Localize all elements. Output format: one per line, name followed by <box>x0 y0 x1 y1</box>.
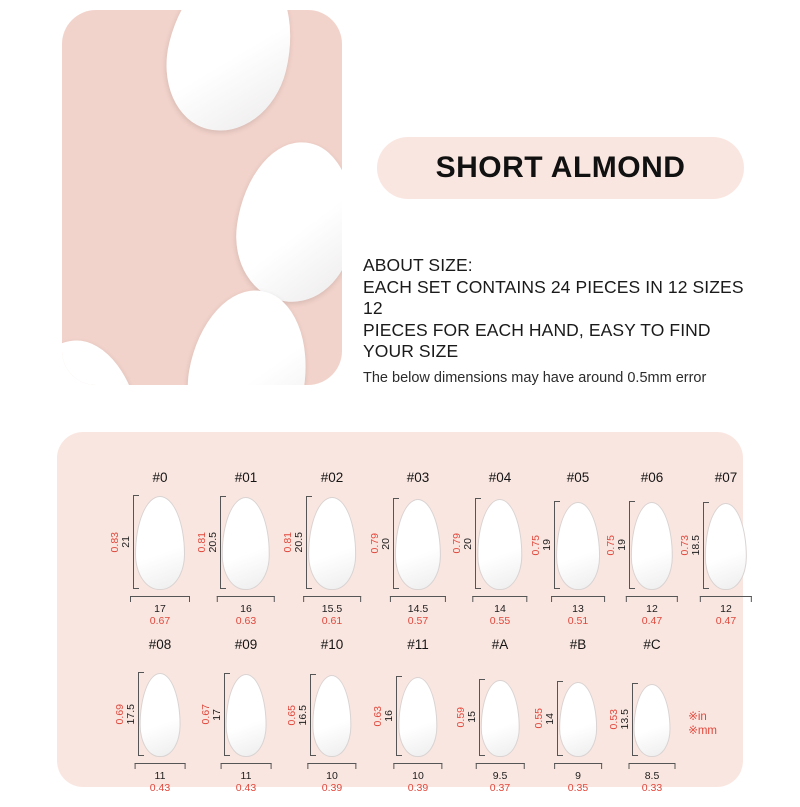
length-inch-value: 0.69 <box>113 703 126 725</box>
width-inch-value: 0.61 <box>321 615 343 627</box>
nail-shape <box>705 503 747 590</box>
length-inch-value: 0.75 <box>604 534 617 555</box>
width-dimension <box>390 596 446 627</box>
size-chart-row <box>57 637 743 807</box>
nail-shape <box>559 682 597 757</box>
size-chart-panel <box>57 432 743 794</box>
size-label: #0 <box>152 470 168 485</box>
length-dimension <box>456 680 485 755</box>
width-dimension <box>551 596 605 627</box>
width-mm-value: 15.5 <box>321 603 343 615</box>
size-label: #06 <box>640 470 664 485</box>
length-bracket <box>138 672 144 756</box>
length-inch-value: 0.75 <box>530 534 543 555</box>
nail-shape <box>308 497 356 590</box>
width-inch-value: 0.37 <box>489 782 511 794</box>
width-mm-value: 9 <box>575 770 581 782</box>
width-mm-value: 10 <box>412 770 424 782</box>
length-mm-value: 15 <box>465 711 478 724</box>
length-mm-value: 13.5 <box>618 709 631 730</box>
nail-shape <box>226 674 267 757</box>
width-bracket <box>221 763 272 769</box>
length-bracket <box>306 496 312 589</box>
width-inch-value: 0.57 <box>407 615 429 627</box>
nail-shape <box>477 499 522 590</box>
nail-shape <box>140 673 181 757</box>
width-mm-value: 16 <box>240 603 252 615</box>
nail-shape <box>398 677 437 757</box>
nail-shape <box>631 502 673 590</box>
width-bracket <box>217 596 275 602</box>
width-dimension <box>476 763 525 794</box>
length-bracket <box>133 495 139 589</box>
width-dimension <box>472 596 527 627</box>
size-label: #02 <box>320 470 344 485</box>
width-inch-value: 0.33 <box>641 782 663 794</box>
size-cell-c[interactable] <box>609 637 695 807</box>
width-inch-value: 0.51 <box>567 615 589 627</box>
width-dimension <box>303 596 361 627</box>
page-title: SHORT ALMOND <box>435 151 686 184</box>
unit-mm-label: ※mm <box>688 725 717 737</box>
length-mm-value: 19 <box>541 538 554 551</box>
length-inch-value: 0.81 <box>195 532 208 553</box>
length-mm-value: 16.5 <box>297 704 310 726</box>
nail-shape <box>222 497 270 590</box>
size-label: #A <box>491 637 509 652</box>
width-mm-value: 14.5 <box>407 603 429 615</box>
length-mm-value: 17.5 <box>124 703 137 725</box>
nail-shape <box>556 502 600 590</box>
length-inch-value: 0.59 <box>454 707 467 728</box>
length-dimension <box>201 674 230 755</box>
length-dimension <box>115 673 144 755</box>
width-inch-value: 0.43 <box>149 782 171 794</box>
width-bracket <box>476 763 525 769</box>
size-cell-11[interactable] <box>372 637 461 807</box>
length-bracket <box>393 498 399 589</box>
size-cell-0[interactable] <box>109 470 203 640</box>
width-bracket <box>135 763 186 769</box>
length-mm-value: 14 <box>544 712 557 725</box>
length-dimension <box>680 503 709 588</box>
length-bracket <box>220 496 226 589</box>
about-line-1: EACH SET CONTAINS 24 PIECES IN 12 SIZES 12 <box>363 276 744 318</box>
width-dimension <box>307 763 356 794</box>
size-cell-09[interactable] <box>199 637 289 807</box>
product-photo-panel <box>62 10 342 385</box>
length-inch-value: 0.55 <box>533 708 546 729</box>
length-bracket <box>557 681 563 756</box>
width-dimension <box>221 763 272 794</box>
width-dimension <box>626 596 678 627</box>
length-dimension <box>609 684 638 755</box>
size-label: #05 <box>566 470 590 485</box>
length-inch-value: 0.53 <box>607 709 620 730</box>
nail-photo-shape <box>227 135 342 310</box>
size-label: #C <box>643 637 661 652</box>
length-inch-value: 0.79 <box>451 533 464 554</box>
length-bracket <box>224 673 230 756</box>
width-mm-value: 13 <box>572 603 584 615</box>
width-dimension <box>393 763 442 794</box>
size-label: #01 <box>234 470 258 485</box>
length-inch-value: 0.83 <box>109 531 121 553</box>
nail-shape <box>481 680 520 757</box>
about-heading: ABOUT SIZE: <box>363 255 473 275</box>
width-inch-value: 0.67 <box>149 615 171 627</box>
length-dimension <box>534 682 563 755</box>
width-bracket <box>626 596 678 602</box>
size-label: #08 <box>148 637 172 652</box>
length-inch-value: 0.63 <box>372 705 385 727</box>
about-note: The below dimensions may have around 0.5mm error <box>363 369 707 386</box>
length-inch-value: 0.79 <box>368 533 381 554</box>
length-bracket <box>703 502 709 589</box>
width-dimension <box>135 763 186 794</box>
size-cell-07[interactable] <box>678 470 769 640</box>
size-label: #B <box>569 637 587 652</box>
width-bracket <box>554 763 602 769</box>
width-dimension <box>217 596 275 627</box>
length-dimension <box>452 499 481 588</box>
length-dimension <box>197 497 226 588</box>
length-mm-value: 19 <box>615 538 628 551</box>
width-dimension <box>700 596 752 627</box>
width-mm-value: 17 <box>154 603 166 615</box>
width-inch-value: 0.43 <box>235 782 257 794</box>
nail-shape <box>634 684 671 757</box>
size-label: #03 <box>406 470 430 485</box>
size-cell-08[interactable] <box>113 637 203 807</box>
length-inch-value: 0.73 <box>678 535 691 556</box>
width-bracket <box>629 763 676 769</box>
width-mm-value: 12 <box>720 603 732 615</box>
width-bracket <box>130 596 190 602</box>
nail-shape <box>312 675 351 757</box>
length-dimension <box>370 499 399 588</box>
width-inch-value: 0.47 <box>715 615 737 627</box>
width-bracket <box>303 596 361 602</box>
length-bracket <box>396 676 402 756</box>
nail-shape <box>395 499 441 590</box>
length-bracket <box>629 501 635 589</box>
length-mm-value: 20.5 <box>293 532 306 553</box>
size-label: #11 <box>407 637 429 652</box>
width-mm-value: 9.5 <box>492 770 508 782</box>
length-dimension <box>606 502 635 588</box>
length-bracket <box>554 501 560 589</box>
size-cell-01[interactable] <box>195 470 289 640</box>
length-mm-value: 20 <box>462 537 475 550</box>
product-title-banner <box>377 137 744 199</box>
about-size-block <box>363 255 763 387</box>
length-mm-value: 16 <box>383 710 396 722</box>
length-mm-value: 20.5 <box>206 532 219 553</box>
width-mm-value: 11 <box>240 770 252 782</box>
length-dimension <box>531 502 560 588</box>
length-mm-value: 20 <box>379 537 392 550</box>
width-bracket <box>390 596 446 602</box>
length-inch-value: 0.81 <box>282 532 295 553</box>
length-dimension <box>373 677 402 755</box>
size-label: #07 <box>714 470 738 485</box>
width-dimension <box>130 596 190 627</box>
width-inch-value: 0.47 <box>641 615 663 627</box>
nail-photo-shape <box>151 10 309 144</box>
length-mm-value: 17 <box>210 708 223 721</box>
width-bracket <box>700 596 752 602</box>
width-bracket <box>307 763 356 769</box>
size-chart-row <box>57 470 743 640</box>
width-inch-value: 0.55 <box>489 615 511 627</box>
width-dimension <box>554 763 602 794</box>
size-cell-a[interactable] <box>454 637 546 807</box>
width-mm-value: 10 <box>326 770 338 782</box>
size-cell-10[interactable] <box>286 637 375 807</box>
size-cell-03[interactable] <box>368 470 464 640</box>
width-bracket <box>393 763 442 769</box>
unit-legend <box>688 710 717 738</box>
length-dimension <box>110 496 139 588</box>
size-label: #04 <box>488 470 512 485</box>
length-bracket <box>632 683 638 756</box>
size-label: #10 <box>320 637 344 652</box>
length-inch-value: 0.67 <box>199 704 212 725</box>
width-bracket <box>472 596 527 602</box>
size-cell-02[interactable] <box>282 470 375 640</box>
length-mm-value: 18.5 <box>689 535 702 556</box>
width-mm-value: 12 <box>646 603 658 615</box>
width-inch-value: 0.39 <box>321 782 343 794</box>
size-label: #09 <box>234 637 258 652</box>
width-mm-value: 11 <box>154 770 166 782</box>
width-mm-value: 14 <box>494 603 506 615</box>
width-inch-value: 0.63 <box>235 615 257 627</box>
nail-photo-shape <box>62 332 151 385</box>
length-mm-value: 21 <box>120 536 132 548</box>
length-bracket <box>479 679 485 756</box>
width-dimension <box>629 763 676 794</box>
nail-shape <box>135 496 185 590</box>
width-mm-value: 8.5 <box>644 770 660 782</box>
width-inch-value: 0.35 <box>567 782 589 794</box>
length-inch-value: 0.65 <box>286 704 299 726</box>
length-dimension <box>287 675 316 755</box>
length-bracket <box>310 674 316 756</box>
length-dimension <box>283 497 312 588</box>
length-bracket <box>475 498 481 589</box>
unit-inch-label: ※in <box>688 711 707 723</box>
width-bracket <box>551 596 605 602</box>
width-inch-value: 0.39 <box>407 782 429 794</box>
about-line-2: PIECES FOR EACH HAND, EASY TO FIND YOUR SIZE <box>363 319 711 361</box>
